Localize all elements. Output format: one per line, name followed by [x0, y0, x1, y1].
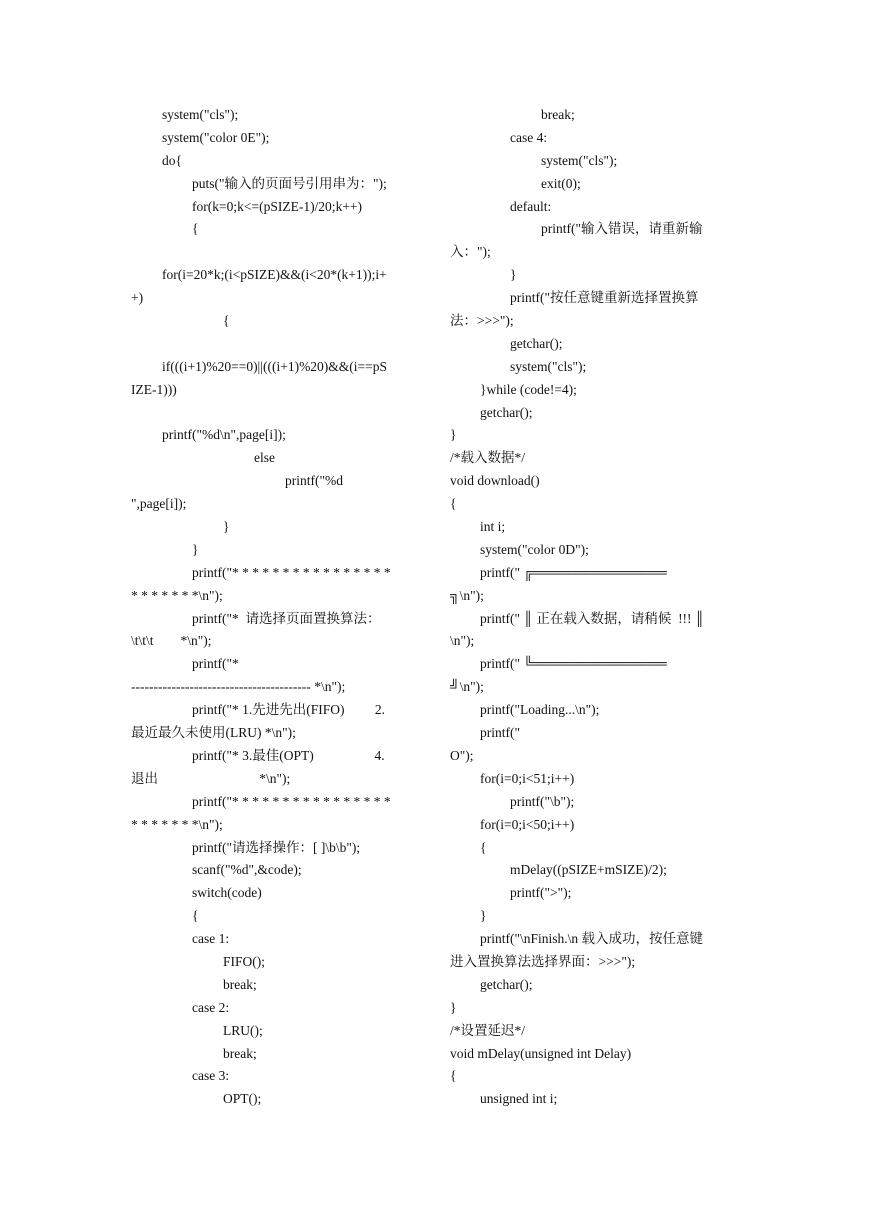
code-line: system("color 0E");	[162, 129, 270, 145]
code-line: {	[223, 313, 230, 329]
code-line: 入：");	[450, 244, 491, 260]
code-line: printf("	[480, 725, 520, 741]
code-line: printf("输入错误，请重新输	[541, 221, 703, 237]
code-line: printf("* 3.最佳(OPT) 4.	[192, 747, 385, 763]
code-line: \n");	[450, 633, 475, 649]
code-line: printf(" ╔══════════════	[480, 564, 667, 580]
code-line: IZE-1)))	[131, 381, 177, 397]
code-line: break;	[223, 976, 257, 992]
code-line: ╗\n");	[450, 587, 484, 603]
code-line: printf("* * * * * * * * * * * * * * * *	[192, 564, 391, 580]
code-line: printf("%d	[285, 473, 343, 489]
code-line: void mDelay(unsigned int Delay)	[450, 1045, 632, 1061]
code-line: /*设置延迟*/	[450, 1022, 526, 1038]
code-line: printf("*	[192, 656, 239, 672]
code-line: default:	[510, 198, 552, 214]
code-line: printf("请选择操作：[ ]\b\b");	[192, 839, 361, 855]
code-line: do{	[162, 152, 182, 168]
code-line: void download()	[450, 473, 540, 489]
code-line: break;	[223, 1045, 257, 1061]
code-line: puts("输入的页面号引用串为：");	[192, 175, 387, 191]
code-line: printf(" ╚══════════════	[480, 656, 667, 672]
code-line: +)	[131, 290, 144, 306]
code-line: printf(">");	[510, 885, 572, 901]
code-line: getchar();	[510, 335, 563, 351]
code-line: printf("\b");	[510, 793, 575, 809]
code-line: mDelay((pSIZE+mSIZE)/2);	[510, 862, 667, 878]
code-line	[131, 333, 419, 356]
code-line: exit(0);	[541, 175, 581, 191]
code-line: LRU();	[223, 1022, 263, 1038]
code-line: for(i=20*k;(i<pSIZE)&&(i<20*(k+1));i+	[162, 267, 387, 283]
code-line: unsigned int i;	[480, 1091, 558, 1107]
code-line: ╝\n");	[450, 679, 484, 695]
code-line: 法：>>>");	[450, 313, 514, 329]
code-line: break;	[541, 107, 575, 122]
code-line: {	[192, 908, 199, 924]
code-line: printf(" ║ 正在载入数据，请稍候 !!! ║	[480, 610, 705, 626]
code-line: \t\t\t *\n");	[131, 633, 212, 649]
code-line: int i;	[480, 519, 506, 535]
code-line: printf("Loading...\n");	[480, 702, 600, 718]
code-line: printf("按任意键重新选择置换算	[510, 290, 699, 306]
code-line: 最近最久未使用(LRU) *\n");	[131, 725, 296, 741]
code-line: 进入置换算法选择界面：>>>");	[450, 953, 636, 969]
code-line: /*载入数据*/	[450, 450, 526, 466]
code-line: if(((i+1)%20==0)||(((i+1)%20)&&(i==pS	[162, 358, 388, 374]
code-line: }	[192, 541, 199, 557]
code-line: * * * * * * *\n");	[131, 587, 223, 603]
code-line: }	[510, 267, 517, 283]
code-line: * * * * * * *\n");	[131, 816, 223, 832]
code-line	[131, 402, 419, 425]
code-line: getchar();	[480, 404, 533, 420]
code-line: else	[254, 450, 275, 466]
code-column-left	[131, 104, 419, 1111]
code-line	[131, 241, 419, 264]
code-line: {	[480, 839, 487, 855]
code-line: printf("%d\n",page[i]);	[162, 427, 286, 443]
code-line: getchar();	[480, 976, 533, 992]
code-line: for(i=0;i<51;i++)	[480, 770, 575, 786]
code-line: system("cls");	[541, 152, 618, 168]
code-line: case 4:	[510, 129, 548, 145]
code-line: 退出 *\n");	[131, 770, 291, 786]
code-line: scanf("%d",&code);	[192, 862, 302, 878]
code-line: system("cls");	[510, 358, 587, 374]
code-line: FIFO();	[223, 953, 266, 969]
code-line: }	[450, 427, 457, 443]
code-line: }	[450, 999, 457, 1015]
code-line: ",page[i]);	[131, 496, 187, 512]
code-line: O");	[450, 747, 474, 763]
code-line: printf("* 请选择页面置换算法：	[192, 610, 381, 626]
code-line: printf("* 1.先进先出(FIFO) 2.	[192, 702, 386, 718]
code-line: }while (code!=4);	[480, 381, 577, 397]
code-line: for(i=0;i<50;i++)	[480, 816, 575, 832]
code-column-right	[450, 104, 740, 1111]
code-line: system("cls");	[162, 107, 239, 122]
code-line: for(k=0;k<=(pSIZE-1)/20;k++)	[192, 198, 363, 214]
code-line: case 2:	[192, 999, 230, 1015]
code-line: }	[480, 908, 487, 924]
code-line: switch(code)	[192, 885, 262, 901]
code-line: OPT();	[223, 1091, 262, 1107]
code-line: case 3:	[192, 1068, 230, 1084]
code-line: printf("\nFinish.\n 载入成功，按任意键	[480, 931, 704, 947]
code-line: ---------------------------------------- *\n");	[131, 679, 346, 695]
code-line: }	[223, 519, 230, 535]
code-line: {	[450, 1068, 457, 1084]
code-line: {	[192, 221, 199, 237]
code-line: case 1:	[192, 931, 230, 947]
code-line: system("color 0D");	[480, 541, 589, 557]
code-line: printf("* * * * * * * * * * * * * * * *	[192, 793, 391, 809]
code-line: {	[450, 496, 457, 512]
